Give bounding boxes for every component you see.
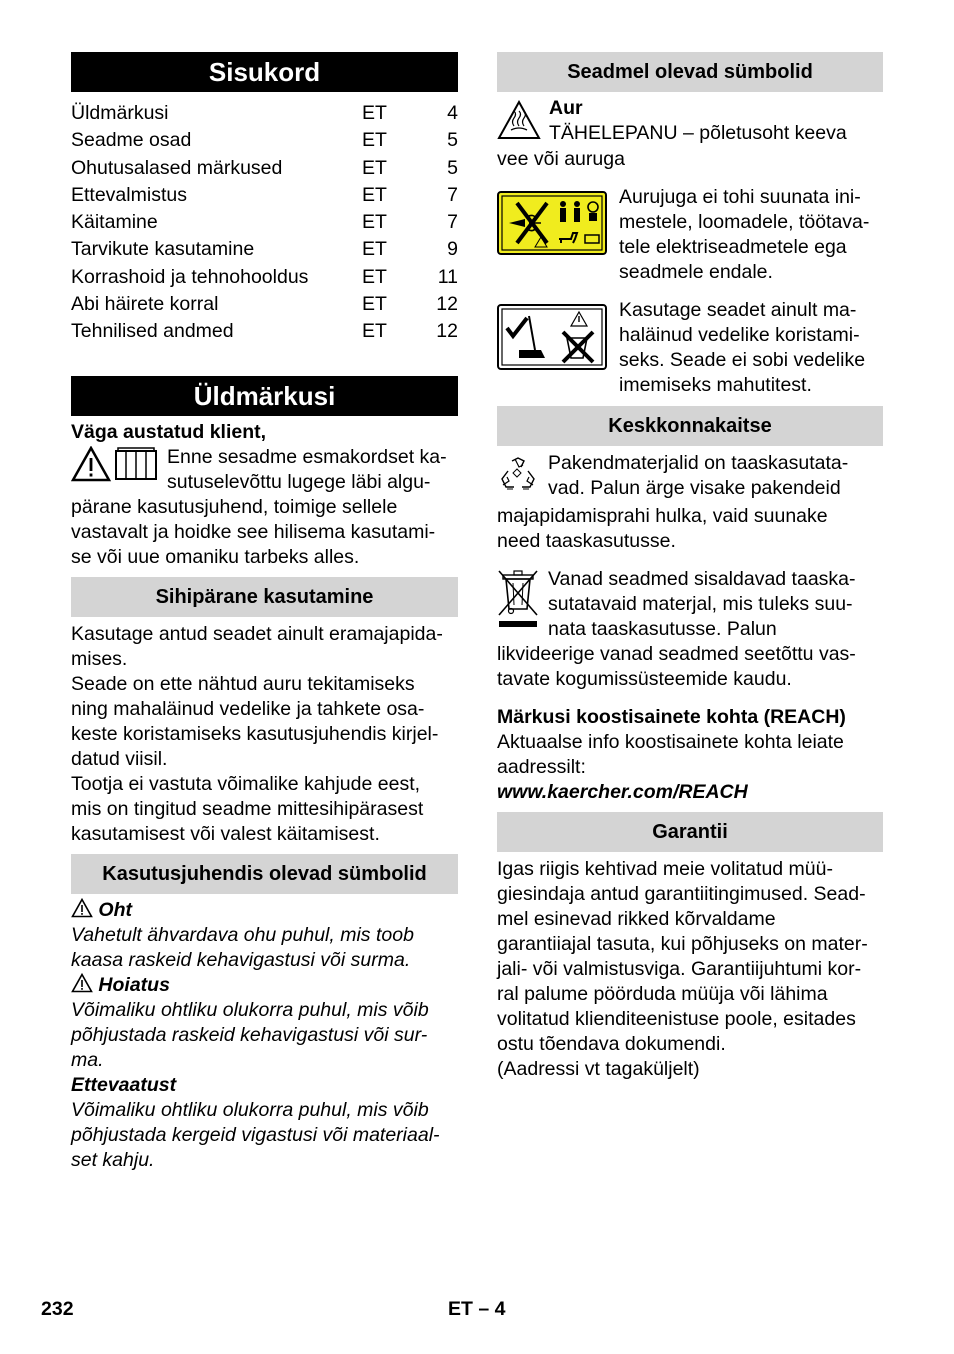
general-intro-line-5: se või uue omaniku tarbeks alles. (71, 545, 360, 568)
steam-jet-text (619, 185, 869, 285)
steam-text-line-2: vee või auruga (497, 148, 625, 170)
danger-text: kaasa raskeid kehavigastusi või surma. (71, 948, 411, 971)
manual-symbols-heading: Kasutusjuhendis olevad sümbolid (71, 854, 458, 894)
warranty-heading: Garantii (497, 812, 883, 852)
packaging-block (497, 451, 883, 554)
toc-row[interactable] (71, 291, 458, 318)
toc-title: Ohutusalased märkused (71, 156, 283, 179)
toc-row[interactable] (71, 236, 458, 263)
general-intro (71, 445, 458, 570)
toc-lang: ET (362, 102, 387, 124)
greeting: Väga austatud klient, (71, 420, 267, 443)
toc-page-number: 12 (436, 293, 458, 316)
right-column (497, 52, 883, 1082)
steam-jet-line: seadmele endale. (619, 261, 773, 283)
steam-jet-line: tele elektriseadmetele ega (619, 236, 847, 258)
toc-list (71, 100, 458, 346)
toc-page-number: 4 (447, 102, 458, 124)
warning-text: ma. (71, 1048, 104, 1071)
toc-lang: ET (362, 265, 387, 288)
device-symbols-heading: Seadmel olevad sümbolid (497, 52, 883, 92)
general-intro-line-1: Enne sesadme esmakordset ka- (167, 445, 447, 468)
toc-row[interactable] (71, 155, 458, 182)
intended-use-line: Seade on ette nähtud auru tekitamiseks (71, 672, 415, 695)
floor-use-text (619, 298, 865, 398)
intended-use-heading: Sihipärane kasutamine (71, 577, 458, 617)
toc-row[interactable] (71, 100, 458, 127)
warranty-line: ral palume pöörduda müüja või lähima (497, 983, 828, 1005)
toc-page-number: 7 (447, 211, 458, 234)
warning-manual-icon-group (71, 446, 159, 489)
toc-lang: ET (362, 183, 387, 206)
environment-heading: Keskkonnakaitse (497, 406, 883, 446)
floor-use-line: haläinud vedelike koristami- (619, 324, 860, 346)
reach-line: Aktuaalse info koostisainete kohta leiate (497, 731, 844, 753)
toc-title: Korrashoid ja tehnohooldus (71, 265, 309, 288)
intended-use-line: mises. (71, 647, 128, 670)
general-intro-line-4: vastavalt ja hoidke see hilisema kasutami- (71, 520, 436, 543)
packaging-line: majapidamisprahi hulka, vaid suunake (497, 505, 828, 527)
intended-use-text (71, 622, 458, 847)
old-devices-line: sutatavaid materjal, mis tuleks suu- (548, 593, 853, 615)
danger-triangle-icon (71, 898, 93, 918)
toc-lang: ET (362, 293, 387, 316)
general-intro-line-2: sutuselevõttu lugege läbi algu- (167, 470, 431, 493)
general-section (71, 420, 458, 570)
reach-line: aadressilt: (497, 756, 586, 778)
reach-url-link[interactable]: www.kaercher.com/REACH (497, 781, 748, 803)
old-devices-line: Vanad seadmed sisaldavad taaska- (548, 568, 856, 590)
toc-row[interactable] (71, 318, 458, 345)
page-number: 232 (41, 1298, 74, 1320)
toc-title: Seadme osad (71, 129, 192, 152)
warning-triangle-icon (71, 446, 159, 482)
manual-book-icon (116, 448, 156, 479)
warranty-line: mel esinevad rikked kõrvaldame (497, 908, 776, 930)
toc-title: Üldmärkusi (71, 102, 169, 124)
toc-page-number: 12 (436, 320, 458, 343)
toc-page-number: 5 (447, 129, 458, 152)
intended-use-line: datud viisil. (71, 747, 168, 770)
floor-use-block (497, 298, 883, 398)
toc-title: Käitamine (71, 211, 158, 234)
packaging-line: vad. Palun ärge visake pakendeid (548, 477, 841, 499)
manual-symbols-section (71, 898, 458, 1173)
toc-lang: ET (362, 156, 387, 179)
reach-block (497, 705, 883, 805)
warning-label-row (71, 973, 458, 998)
left-column (71, 52, 458, 1173)
intended-use-line: mis on tingitud seadme mittesihipärasest (71, 797, 424, 820)
intended-use-line: Kasutage antud seadet ainult eramajapida- (71, 622, 443, 645)
danger-text: Vahetult ähvardava ohu puhul, mis toob (71, 923, 414, 946)
warning-triangle-icon (71, 973, 93, 993)
steam-jet-line: Aurujuga ei tohi suunata ini- (619, 186, 861, 208)
warning-text: Võimaliku ohtliku olukorra puhul, mis võib (71, 998, 429, 1021)
toc-lang: ET (362, 320, 387, 343)
general-intro-line-3: pärane kasutusjuhend, toimige sellele (71, 495, 398, 518)
floor-use-line: seks. Seade ei sobi vedelike (619, 349, 866, 371)
intended-use-line: ning mahaläinud vedelike ja tahkete osa- (71, 697, 425, 720)
toc-title: Tarvikute kasutamine (71, 238, 255, 261)
page-code: ET – 4 (448, 1298, 506, 1320)
steam-text-line-1: TÄHELEPANU – põletusoht keeva (549, 122, 847, 144)
warranty-line: giesindaja antud garantiitingimused. Sead- (497, 883, 866, 905)
danger-label-row (71, 898, 458, 923)
caution-text: põhjustada kergeid vigastusi või materiaal- (71, 1123, 440, 1146)
toc-page-number: 7 (447, 183, 458, 206)
steam-label: Aur (549, 97, 583, 119)
old-devices-line: tavate kogumissüsteemide kaudu. (497, 668, 792, 690)
toc-row[interactable] (71, 264, 458, 291)
toc-lang: ET (362, 238, 387, 261)
caution-label: Ettevaatust (71, 1073, 177, 1096)
toc-heading: Sisukord (71, 52, 458, 92)
steam-jet-line: mestele, loomadele, töötava- (619, 211, 870, 233)
toc-row[interactable] (71, 127, 458, 154)
caution-text: Võimaliku ohtliku olukorra puhul, mis võib (71, 1098, 429, 1121)
general-heading: Üldmärkusi (71, 376, 458, 416)
warning-label: Hoiatus (98, 973, 170, 996)
floor-use-line: Kasutage seadet ainult ma- (619, 299, 857, 321)
toc-row[interactable] (71, 182, 458, 209)
packaging-line: need taaskasutusse. (497, 530, 676, 552)
warranty-line: jali- või valmistusviga. Garantiijuhtumi kor- (497, 958, 862, 980)
steam-jet-block (497, 185, 883, 285)
toc-lang: ET (362, 129, 387, 152)
hot-steam-icon (497, 100, 541, 147)
warranty-line: ostu tõendava dokumendi. (497, 1033, 726, 1055)
toc-title: Tehnilised andmed (71, 320, 234, 343)
toc-page-number: 11 (437, 265, 458, 288)
warranty-line: garantiiajal tasuta, kui põhjuseks on mater- (497, 933, 868, 955)
packaging-line: Pakendmaterjalid on taaskasutata- (548, 452, 849, 474)
intended-use-line: kasutamisest või valest käitamisest. (71, 822, 380, 845)
toc-page-number: 5 (447, 156, 458, 179)
warranty-line: (Aadressi vt tagaküljelt) (497, 1058, 700, 1080)
crossed-bin-icon (497, 567, 539, 636)
danger-label: Oht (98, 898, 132, 921)
old-devices-line: nata taaskasutusse. Palun (548, 618, 777, 640)
steam-symbol-block (497, 96, 883, 172)
toc-title: Abi häirete korral (71, 293, 219, 316)
warranty-line: volitatud klienditeenistuse poole, esitades (497, 1008, 856, 1030)
toc-title: Ettevalmistus (71, 183, 187, 206)
old-devices-block (497, 567, 883, 692)
recycling-icon (497, 455, 539, 504)
floor-cleaning-only-icon (497, 304, 607, 398)
intended-use-line: keste koristamiseks kasutusjuhendis kirjel- (71, 722, 439, 745)
intended-use-line: Tootja ei vastuta võimalike kahjude eest, (71, 772, 421, 795)
floor-use-line: imemiseks mahutitest. (619, 374, 812, 396)
warranty-text (497, 857, 883, 1082)
toc-row[interactable] (71, 209, 458, 236)
toc-lang: ET (362, 211, 387, 234)
caution-text: set kahju. (71, 1148, 155, 1171)
reach-heading: Märkusi koostisainete kohta (REACH) (497, 706, 846, 728)
no-steam-jet-icon (497, 191, 607, 285)
warning-text: põhjustada raskeid kehavigastusi või sur- (71, 1023, 428, 1046)
warranty-line: Igas riigis kehtivad meie volitatud müü- (497, 858, 833, 880)
toc-page-number: 9 (447, 238, 458, 261)
old-devices-line: likvideerige vanad seadmed seetõttu vas- (497, 643, 856, 665)
